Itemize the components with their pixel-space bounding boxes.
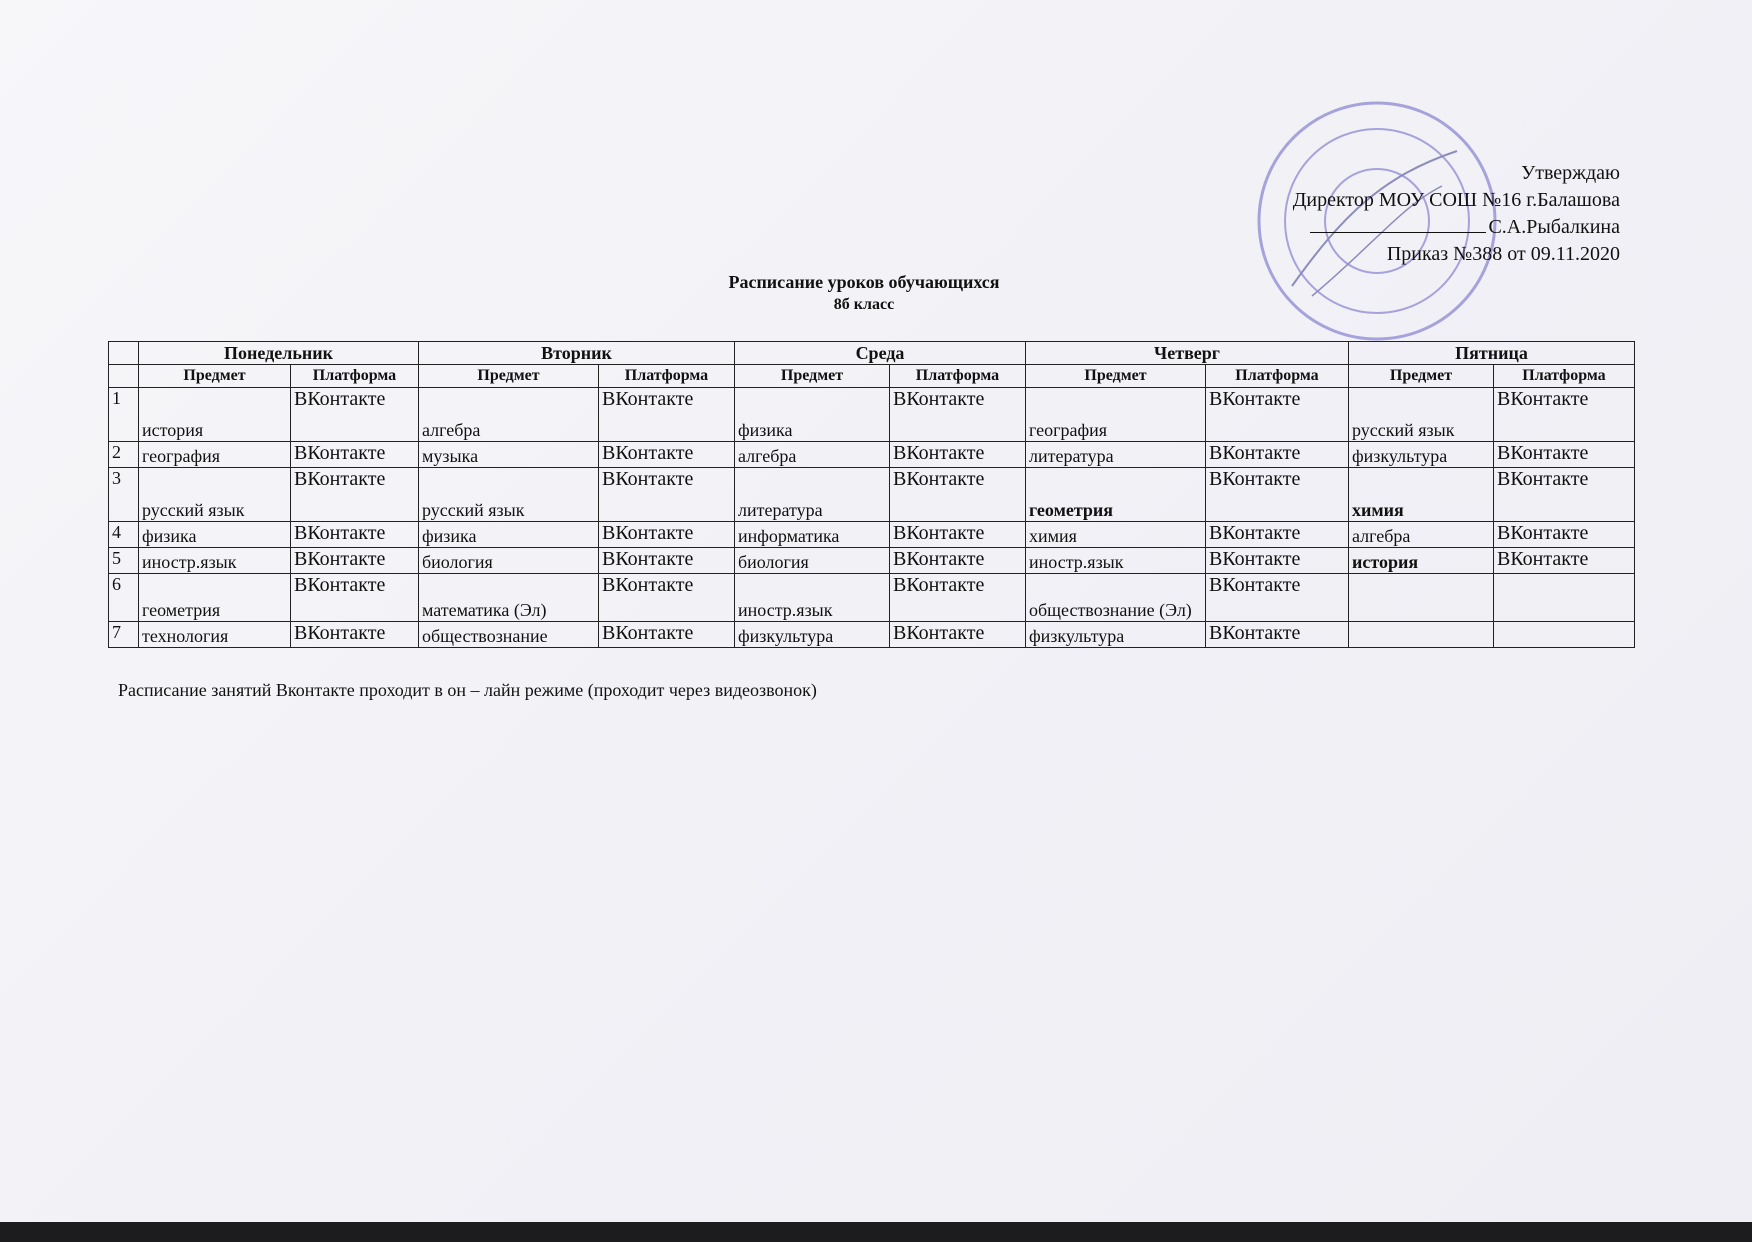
subject-cell	[1349, 574, 1494, 622]
subject-cell: география	[1026, 388, 1206, 442]
subject-cell: информатика	[735, 522, 890, 548]
lesson-number: 7	[109, 622, 139, 648]
day-header-thursday: Четверг	[1026, 342, 1349, 365]
subject-header: Предмет	[419, 365, 599, 388]
lesson-number: 3	[109, 468, 139, 522]
subject-cell: география	[139, 442, 291, 468]
subject-cell: геометрия	[1026, 468, 1206, 522]
column-header-row	[109, 365, 1635, 388]
subject-cell: музыка	[419, 442, 599, 468]
platform-cell: ВКонтакте	[599, 388, 735, 442]
platform-cell: ВКонтакте	[291, 548, 419, 574]
platform-header: Платформа	[1206, 365, 1349, 388]
subject-cell: биология	[735, 548, 890, 574]
corner-cell	[109, 342, 139, 365]
platform-cell: ВКонтакте	[1206, 442, 1349, 468]
subject-cell: алгебра	[1349, 522, 1494, 548]
platform-cell: ВКонтакте	[291, 442, 419, 468]
platform-cell: ВКонтакте	[890, 574, 1026, 622]
lesson-number: 4	[109, 522, 139, 548]
subject-cell: математика (Эл)	[419, 574, 599, 622]
approval-director-name: С.А.Рыбалкина	[1488, 216, 1620, 238]
platform-cell: ВКонтакте	[1494, 442, 1635, 468]
subject-header: Предмет	[735, 365, 890, 388]
platform-cell: ВКонтакте	[1206, 388, 1349, 442]
subject-cell: литература	[735, 468, 890, 522]
platform-cell: ВКонтакте	[1206, 574, 1349, 622]
platform-cell: ВКонтакте	[599, 574, 735, 622]
subject-header: Предмет	[139, 365, 291, 388]
subject-cell: алгебра	[735, 442, 890, 468]
approval-order: Приказ №388 от 09.11.2020	[1386, 243, 1620, 265]
platform-cell: ВКонтакте	[890, 468, 1026, 522]
subject-cell: физкультура	[735, 622, 890, 648]
table-row	[109, 548, 1635, 574]
platform-header: Платформа	[1494, 365, 1635, 388]
subject-cell: история	[139, 388, 291, 442]
day-header-row	[109, 342, 1635, 365]
subject-cell: алгебра	[419, 388, 599, 442]
subject-cell: физкультура	[1026, 622, 1206, 648]
platform-cell: ВКонтакте	[291, 468, 419, 522]
table-row	[109, 574, 1635, 622]
platform-cell: ВКонтакте	[1206, 622, 1349, 648]
subject-cell: физика	[139, 522, 291, 548]
platform-cell: ВКонтакте	[599, 548, 735, 574]
platform-cell: ВКонтакте	[1206, 468, 1349, 522]
table-row	[109, 468, 1635, 522]
platform-cell: ВКонтакте	[890, 622, 1026, 648]
page-title: Расписание уроков обучающихся	[728, 272, 1000, 292]
platform-cell: ВКонтакте	[1494, 522, 1635, 548]
signature-line	[1310, 214, 1486, 233]
platform-header: Платформа	[291, 365, 419, 388]
approval-position: Директор МОУ СОШ №16 г.Балашова	[1292, 189, 1620, 211]
platform-cell: ВКонтакте	[1494, 388, 1635, 442]
platform-cell	[1494, 622, 1635, 648]
schedule-note: Расписание занятий Вконтакте проходит в он – лайн режиме (проходит через видеозвонок)	[118, 680, 817, 700]
day-header-tuesday: Вторник	[419, 342, 735, 365]
platform-cell: ВКонтакте	[291, 574, 419, 622]
subject-cell: русский язык	[419, 468, 599, 522]
day-header-wednesday: Среда	[735, 342, 1026, 365]
subject-cell: русский язык	[139, 468, 291, 522]
table-row	[109, 522, 1635, 548]
subject-cell: геометрия	[139, 574, 291, 622]
subject-header: Предмет	[1349, 365, 1494, 388]
platform-cell: ВКонтакте	[890, 442, 1026, 468]
platform-cell: ВКонтакте	[1494, 548, 1635, 574]
platform-cell: ВКонтакте	[890, 548, 1026, 574]
table-row	[109, 442, 1635, 468]
subject-cell: русский язык	[1349, 388, 1494, 442]
subject-cell: литература	[1026, 442, 1206, 468]
corner-cell	[109, 365, 139, 388]
subject-cell: технология	[139, 622, 291, 648]
lesson-number: 6	[109, 574, 139, 622]
platform-header: Платформа	[890, 365, 1026, 388]
platform-cell: ВКонтакте	[890, 522, 1026, 548]
subject-cell: химия	[1349, 468, 1494, 522]
lesson-number: 1	[109, 388, 139, 442]
platform-cell: ВКонтакте	[599, 468, 735, 522]
subject-cell: физика	[419, 522, 599, 548]
class-label: 8б класс	[833, 296, 895, 313]
schedule-table	[108, 341, 1635, 648]
platform-cell: ВКонтакте	[599, 622, 735, 648]
subject-cell: обществознание (Эл)	[1026, 574, 1206, 622]
platform-cell: ВКонтакте	[291, 622, 419, 648]
day-header-friday: Пятница	[1349, 342, 1635, 365]
platform-cell: ВКонтакте	[599, 442, 735, 468]
platform-cell: ВКонтакте	[1206, 548, 1349, 574]
platform-cell: ВКонтакте	[890, 388, 1026, 442]
subject-cell: химия	[1026, 522, 1206, 548]
lesson-number: 5	[109, 548, 139, 574]
subject-cell: история	[1349, 548, 1494, 574]
subject-cell: иностр.язык	[735, 574, 890, 622]
platform-cell: ВКонтакте	[599, 522, 735, 548]
table-row	[109, 388, 1635, 442]
subject-cell: физика	[735, 388, 890, 442]
table-row	[109, 622, 1635, 648]
lesson-number: 2	[109, 442, 139, 468]
subject-cell	[1349, 622, 1494, 648]
subject-cell: иностр.язык	[139, 548, 291, 574]
approval-title: Утверждаю	[1521, 162, 1620, 184]
approval-block	[1293, 160, 1620, 268]
subject-cell: иностр.язык	[1026, 548, 1206, 574]
platform-cell: ВКонтакте	[291, 522, 419, 548]
subject-cell: обществознание	[419, 622, 599, 648]
platform-cell: ВКонтакте	[291, 388, 419, 442]
subject-header: Предмет	[1026, 365, 1206, 388]
scan-edge	[0, 1222, 1752, 1242]
platform-cell	[1494, 574, 1635, 622]
subject-cell: физкультура	[1349, 442, 1494, 468]
subject-cell: биология	[419, 548, 599, 574]
platform-cell: ВКонтакте	[1206, 522, 1349, 548]
platform-header: Платформа	[599, 365, 735, 388]
day-header-monday: Понедельник	[139, 342, 419, 365]
platform-cell: ВКонтакте	[1494, 468, 1635, 522]
